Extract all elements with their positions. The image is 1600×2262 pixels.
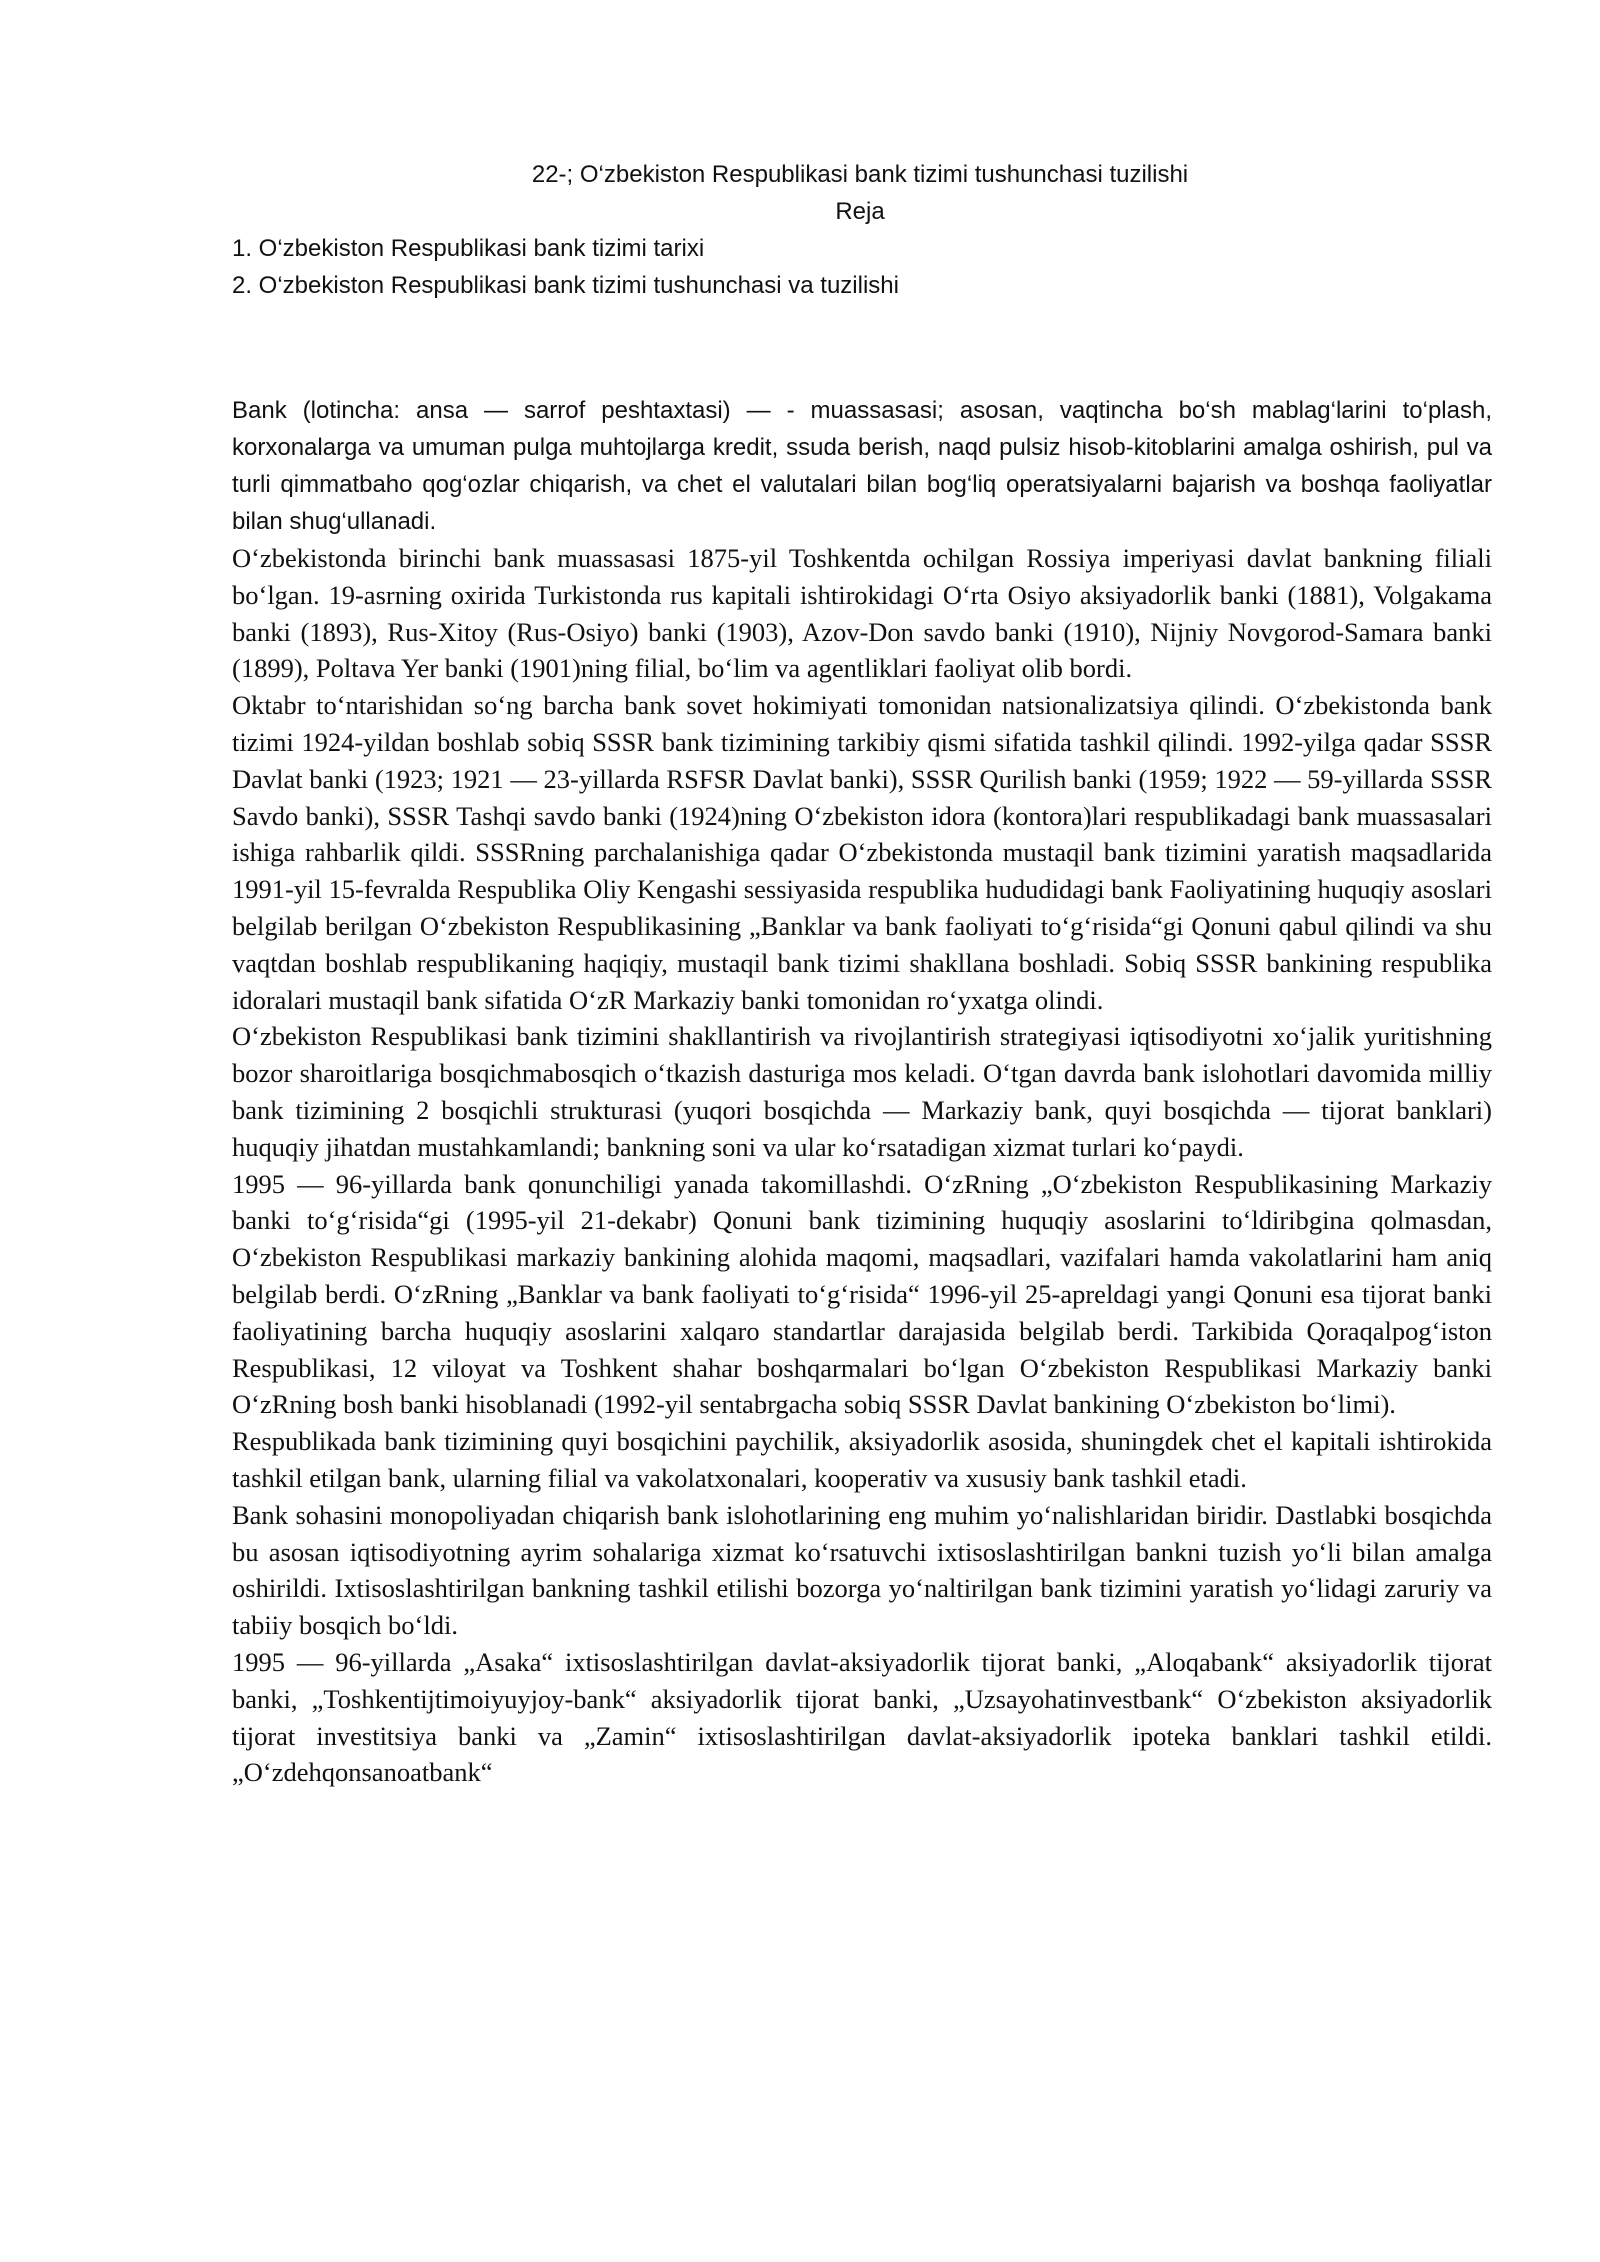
body-paragraph: O‘zbekistonda birinchi bank muassasasi 1875-yil Toshkentda ochilgan Rossiya imperiyasi davlat bankning filiali bo‘lgan. 19-asrning oxirida Turkistonda rus kapitali ishtirokidagi O‘rta Osiyo aksiyadorlik banki (1881), Volgakama banki (1893), Rus-Xitoy (Rus-Osiyo) banki (1903), Azov-Don savdo banki (1910), Nijniy Novgorod-Samara banki (1899), Poltava Yer banki (1901)ning filial, bo‘lim va agentliklari faoliyat olib bordi. — [232, 543, 1492, 684]
plan-item: 2. O‘zbekiston Respublikasi bank tizimi tushunchasi va tuzilishi — [232, 272, 899, 299]
plan-heading: Reja — [835, 198, 885, 225]
body-paragraph: Oktabr to‘ntarishidan so‘ng barcha bank sovet hokimiyati tomonidan natsionalizatsiya qilindi. O‘zbekistonda bank tizimi 1924-yildan boshlab sobiq SSSR bank tizimining tarkibiy qismi sifatida tashkil qilindi. 1992-yilga qadar SSSR Davlat banki (1923; 1921 — 23-yillarda RSFSR Davlat banki), SSSR Qurilish banki (1959; 1922 — 59-yillarda SSSR Savdo banki), SSSR Tashqi savdo banki (1924)ning O‘zbekiston idora (kontora)lari respublikadagi bank muassasalari ishiga rahbarlik qildi. SSSRning parchalanishiga qadar O‘zbekistonda mustaqil bank tizimini yaratish maqsadlarida 1991-yil 15-fevralda Respublika Oliy Kengashi sessiyasida respublika hududidagi bank Faoliyatining huquqiy asoslari belgilab berilgan O‘zbekiston Respublikasining „Banklar va bank faoliyati to‘g‘risida“gi Qonuni qabul qilindi va shu vaqtdan boshlab respublikaning haqiqiy, mustaqil bank tizimi shakllana boshladi. Sobiq SSSR bankining respublika idoralari mustaqil bank sifatida O‘zR Markaziy banki tomonidan ro‘yxatga olindi. — [232, 690, 1492, 1015]
body-paragraph: Respublikada bank tizimining quyi bosqichini paychilik, aksiyadorlik asosida, shuningdek chet el kapitali ishtirokida tashkil etilgan bank, ularning filial va vakolatxonalari, kooperativ va xususiy bank tashkil etadi. — [232, 1426, 1492, 1493]
body-paragraph: 1995 — 96-yillarda „Asaka“ ixtisoslashtirilgan davlat-aksiyadorlik tijorat banki, „Aloqabank“ aksiyadorlik tijorat banki, „Toshkentijtimoiyuyjoy-bank“ aksiyadorlik tijorat banki, „Uzsayohatinvestbank“ O‘zbekiston aksiyadorlik tijorat investitsiya banki va „Zamin“ ixtisoslashtirilgan davlat-aksiyadorlik ipoteka banklari tashkil etildi. „O‘zdehqonsanoatbank“ — [232, 1646, 1492, 1788]
intro-paragraph: Bank (lotincha: ansa — sarrof peshtaxtasi) — - muassasasi; asosan, vaqtincha bo‘sh mablag‘larini to‘plash, korxonalarga va umuman pulga muhtojlarga kredit, ssuda berish, naqd pulsiz hisob-kitoblarini amalga oshirish, pul va turli qimmatbaho qog‘ozlar chiqarish, va chet el valutalari bilan bog‘liq operatsiyalarni bajarish va boshqa faoliyatlar bilan shug‘ullanadi. — [232, 397, 1492, 535]
plan-list — [232, 230, 1492, 304]
body-paragraph: O‘zbekiston Respublikasi bank tizimini shakllantirish va rivojlantirish strategiyasi iqtisodiyotni xo‘jalik yuritishning bozor sharoitlariga bosqichmabosqich o‘tkazish dasturiga mos keladi. O‘tgan davrda bank islohotlari davomida milliy bank tizimining 2 bosqichli strukturasi (yuqori bosqichda — Markaziy bank, quyi bosqichda — tijorat banklari) huquqiy jihatdan mustahkamlandi; bankning soni va ular ko‘rsatadigan xizmat turlari ko‘paydi. — [232, 1021, 1492, 1162]
document-title: 22-; O‘zbekiston Respublikasi bank tizimi tushunchasi tuzilishi — [531, 161, 1189, 188]
document-body — [232, 392, 1492, 1791]
body-paragraph: 1995 — 96-yillarda bank qonunchiligi yanada takomillashdi. O‘zRning „O‘zbekiston Respublikasining Markaziy banki to‘g‘risida“gi (1995-yil 21-dekabr) Qonuni bank tizimining huquqiy asoslarini to‘ldiribgina qolmasdan, O‘zbekiston Respublikasi markaziy bankining alohida maqomi, maqsadlari, vazifalari hamda vakolatlarini ham aniq belgilab berdi. O‘zRning „Banklar va bank faoliyati to‘g‘risida“ 1996-yil 25-apreldagi yangi Qonuni esa tijorat banki faoliyatining barcha huquqiy asoslarini xalqaro standartlar darajasida belgilab berdi. Tarkibida Qoraqalpog‘iston Respublikasi, 12 viloyat va Toshkent shahar boshqarmalari bo‘lgan O‘zbekiston Respublikasi Markaziy banki O‘zRning bosh banki hisoblanadi (1992-yil sentabrgacha sobiq SSSR Davlat bankining O‘zbekiston bo‘limi). — [232, 1168, 1492, 1420]
plan-item: 1. O‘zbekiston Respublikasi bank tizimi tarixi — [232, 235, 705, 262]
body-paragraph: Bank sohasini monopoliyadan chiqarish bank islohotlarining eng muhim yo‘nalishlaridan biridir. Dastlabki bosqichda bu asosan iqtisodiyotning ayrim sohalariga xizmat ko‘rsatuvchi ixtisoslashtirilgan bankni tuzish yo‘li bilan amalga oshirildi. Ixtisoslashtirilgan bankning tashkil etilishi bozorga yo‘naltirilgan bank tizimini yaratish yo‘lidagi zaruriy va tabiiy bosqich bo‘ldi. — [232, 1499, 1492, 1641]
